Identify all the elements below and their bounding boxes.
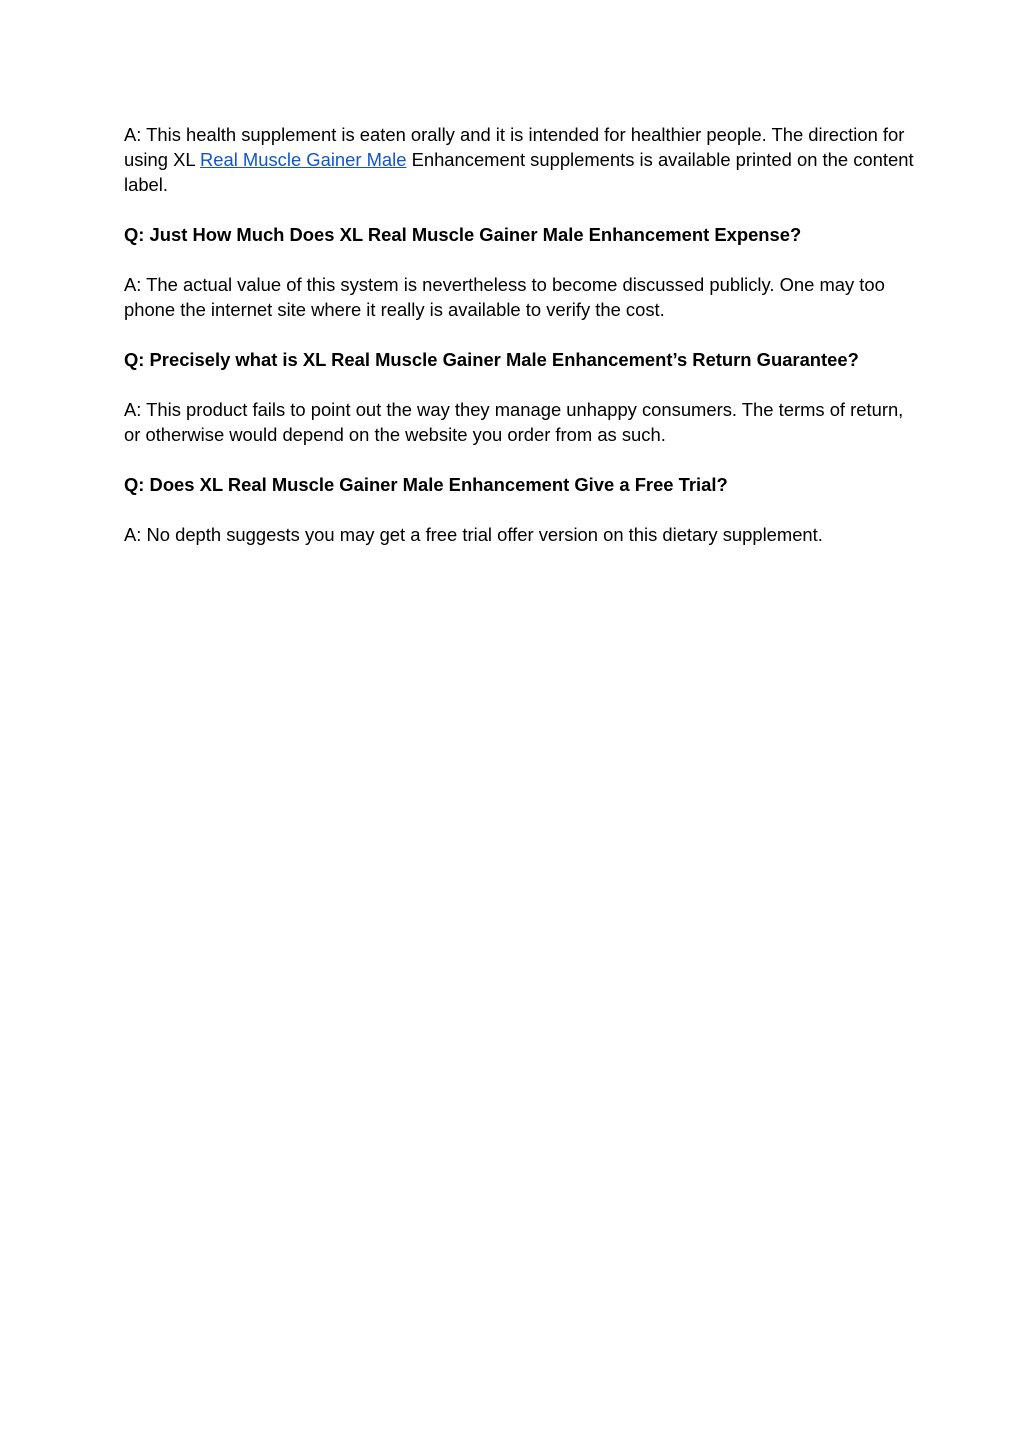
answer-paragraph-return-guarantee: A: This product fails to point out the way they manage unhappy consumers. The terms of return, or otherwise would depend on the website you order from as such. <box>124 399 904 445</box>
answer-1-text-start: A: This health supplement is eaten orally and it is intended for healthier people. The direction for using XL <box>124 124 905 170</box>
real-muscle-gainer-male-link[interactable]: Real Muscle Gainer Male <box>200 149 407 170</box>
question-heading-expense: Q: Just How Much Does XL Real Muscle Gainer Male Enhancement Expense? <box>124 224 802 245</box>
document-body <box>124 122 914 572</box>
answer-paragraph-free-trial: A: No depth suggests you may get a free trial offer version on this dietary supplement. <box>124 524 823 545</box>
answer-paragraph-1 <box>124 122 914 197</box>
answer-paragraph-expense: A: The actual value of this system is nevertheless to become discussed publicly. One may too phone the internet site where it really is available to verify the cost. <box>124 274 885 320</box>
question-heading-free-trial: Q: Does XL Real Muscle Gainer Male Enhancement Give a Free Trial? <box>124 474 728 495</box>
answer-1-text-end: Enhancement supplements is available printed on the content label. <box>124 149 914 195</box>
question-heading-return-guarantee: Q: Precisely what is XL Real Muscle Gainer Male Enhancement’s Return Guarantee? <box>124 349 859 370</box>
